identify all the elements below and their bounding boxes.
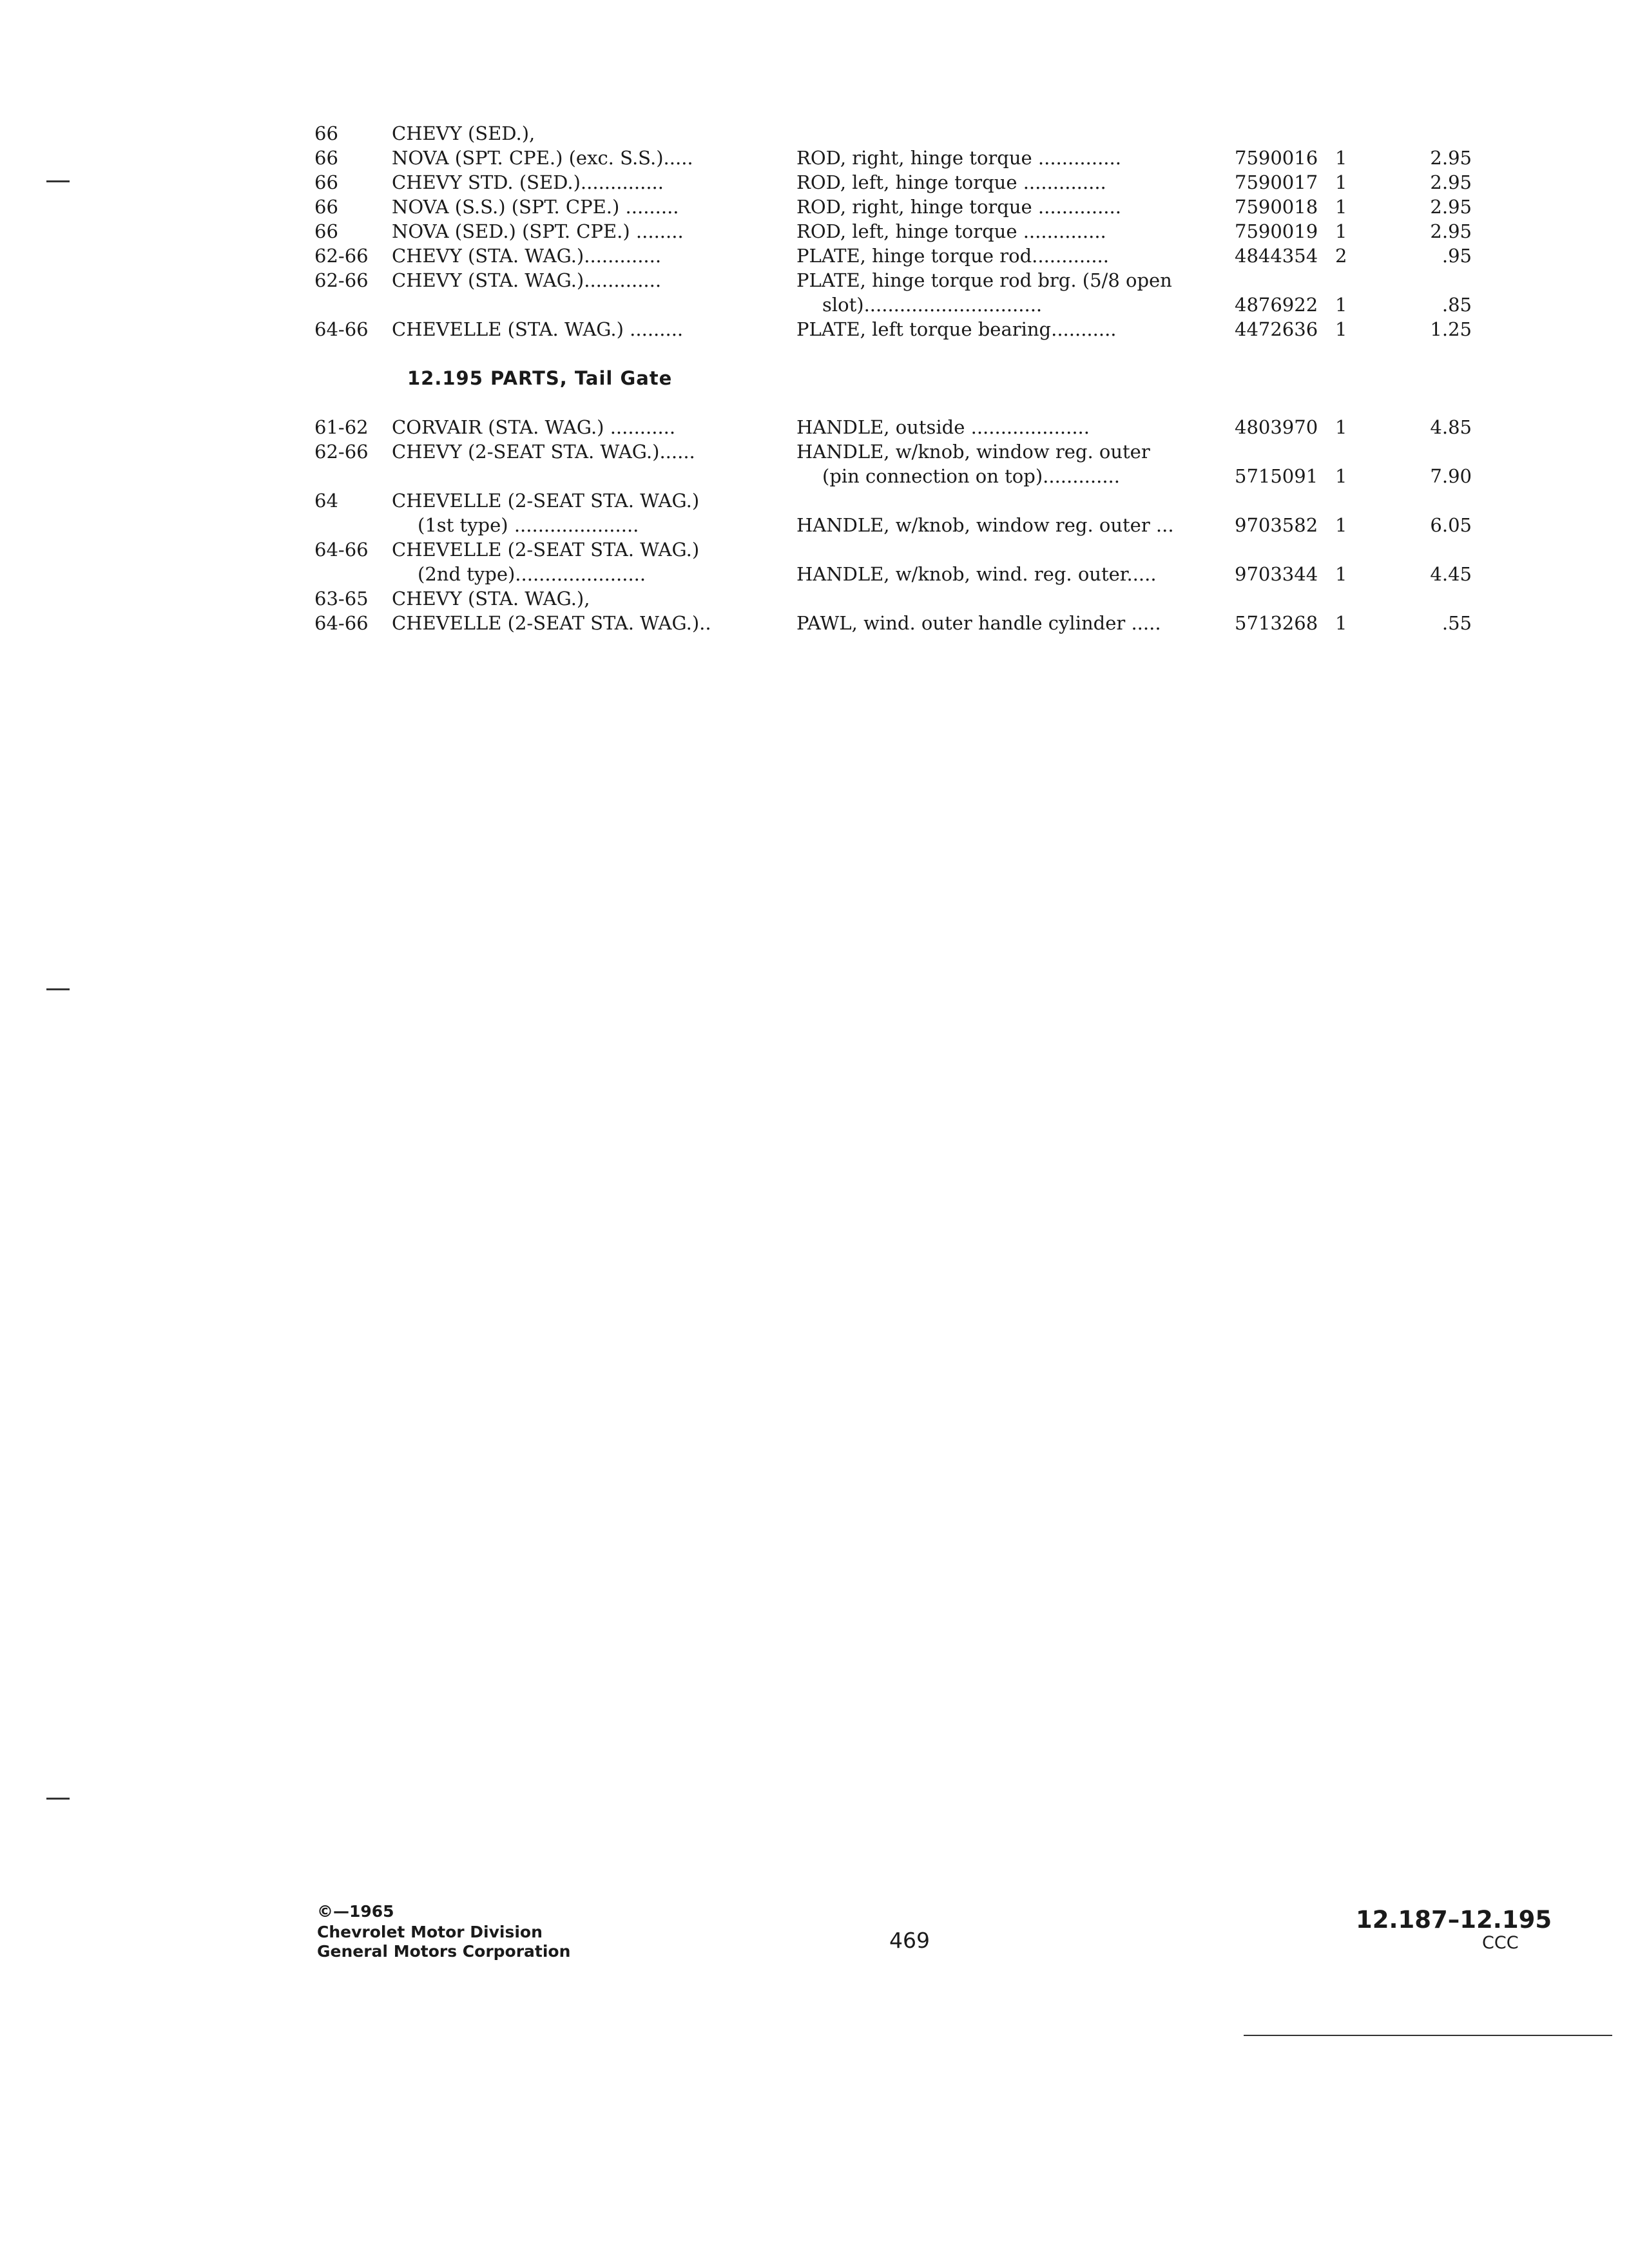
part-number-cell: 4876922 xyxy=(1235,294,1318,316)
year-cell: 64 xyxy=(314,490,338,512)
quantity-cell: 1 xyxy=(1335,294,1347,316)
quantity-cell: 2 xyxy=(1335,245,1347,267)
description-cell: PLATE, hinge torque rod............. xyxy=(796,245,1109,267)
year-cell: 64-66 xyxy=(314,318,369,340)
model-cell: (1st type) ..................... xyxy=(418,514,639,536)
table-row xyxy=(0,170,1629,195)
description-cell: ROD, left, hinge torque .............. xyxy=(796,171,1106,193)
catalog-code: CCC xyxy=(1482,1933,1519,1953)
part-number-cell: 7590019 xyxy=(1235,220,1318,242)
description-cell: HANDLE, w/knob, window reg. outer xyxy=(796,441,1150,463)
quantity-cell: 1 xyxy=(1335,563,1347,585)
page-number: 469 xyxy=(889,1928,930,1953)
price-cell: .85 xyxy=(1441,294,1472,316)
price-cell: 4.45 xyxy=(1430,563,1472,585)
margin-mark-1 xyxy=(46,180,70,182)
price-cell: .95 xyxy=(1441,245,1472,267)
table-row xyxy=(0,146,1629,170)
table-row xyxy=(0,244,1629,268)
parts-table xyxy=(0,121,1629,635)
table-row xyxy=(0,439,1629,464)
model-cell: CHEVELLE (STA. WAG.) ......... xyxy=(392,318,684,340)
price-cell: 4.85 xyxy=(1430,416,1472,438)
model-cell: CHEVELLE (2-SEAT STA. WAG.) xyxy=(392,490,700,512)
model-cell: CHEVY (STA. WAG.)............. xyxy=(392,269,662,291)
price-cell: 2.95 xyxy=(1430,147,1472,169)
table-row xyxy=(0,562,1629,586)
description-cell: HANDLE, outside .................... xyxy=(796,416,1090,438)
footer-copyright: ©—1965 xyxy=(317,1902,394,1921)
part-number-cell: 9703582 xyxy=(1235,514,1318,536)
part-number-cell: 9703344 xyxy=(1235,563,1318,585)
model-cell: CHEVY (2-SEAT STA. WAG.)...... xyxy=(392,441,695,463)
table-row xyxy=(0,488,1629,513)
footer-division: Chevrolet Motor Division xyxy=(317,1923,543,1941)
quantity-cell: 1 xyxy=(1335,220,1347,242)
table-row xyxy=(0,121,1629,146)
parts-table-lower xyxy=(0,415,1629,635)
table-row xyxy=(0,317,1629,341)
quantity-cell: 1 xyxy=(1335,416,1347,438)
part-number-cell: 4803970 xyxy=(1235,416,1318,438)
part-number-cell: 7590016 xyxy=(1235,147,1318,169)
quantity-cell: 1 xyxy=(1335,465,1347,487)
price-cell: 7.90 xyxy=(1430,465,1472,487)
price-cell: .55 xyxy=(1441,612,1472,634)
part-number-cell: 5713268 xyxy=(1235,612,1318,634)
year-cell: 64-66 xyxy=(314,612,369,634)
model-cell: NOVA (SED.) (SPT. CPE.) ........ xyxy=(392,220,684,242)
section-heading xyxy=(0,367,1629,392)
table-row xyxy=(0,537,1629,562)
table-row xyxy=(0,586,1629,611)
year-cell: 66 xyxy=(314,147,338,169)
part-number-cell: 4472636 xyxy=(1235,318,1318,340)
part-number-cell: 7590018 xyxy=(1235,196,1318,218)
model-cell: (2nd type)...................... xyxy=(418,563,646,585)
description-cell: PLATE, left torque bearing........... xyxy=(796,318,1117,340)
quantity-cell: 1 xyxy=(1335,612,1347,634)
price-cell: 1.25 xyxy=(1430,318,1472,340)
description-cell: ROD, left, hinge torque .............. xyxy=(796,220,1106,242)
year-cell: 62-66 xyxy=(314,269,369,291)
margin-mark-3 xyxy=(46,1798,70,1800)
quantity-cell: 1 xyxy=(1335,318,1347,340)
price-cell: 6.05 xyxy=(1430,514,1472,536)
quantity-cell: 1 xyxy=(1335,196,1347,218)
model-cell: CHEVY (SED.), xyxy=(392,122,535,144)
part-number-cell: 5715091 xyxy=(1235,465,1318,487)
year-cell: 66 xyxy=(314,220,338,242)
price-cell: 2.95 xyxy=(1430,196,1472,218)
section-range: 12.187–12.195 xyxy=(1356,1906,1552,1934)
bottom-rule xyxy=(1244,2035,1612,2036)
table-row xyxy=(0,268,1629,293)
table-row xyxy=(0,611,1629,635)
table-row xyxy=(0,293,1629,317)
footer-corporation: General Motors Corporation xyxy=(317,1942,571,1961)
description-cell: HANDLE, w/knob, window reg. outer ... xyxy=(796,514,1174,536)
table-row xyxy=(0,195,1629,219)
table-row xyxy=(0,415,1629,439)
description-cell: HANDLE, w/knob, wind. reg. outer..... xyxy=(796,563,1157,585)
year-cell: 61-62 xyxy=(314,416,369,438)
model-cell: NOVA (SPT. CPE.) (exc. S.S.)..... xyxy=(392,147,693,169)
part-number-cell: 4844354 xyxy=(1235,245,1318,267)
table-row xyxy=(0,513,1629,537)
model-cell: CHEVY (STA. WAG.), xyxy=(392,588,590,610)
year-cell: 66 xyxy=(314,171,338,193)
year-cell: 66 xyxy=(314,122,338,144)
description-cell: PLATE, hinge torque rod brg. (5/8 open xyxy=(796,269,1172,291)
quantity-cell: 1 xyxy=(1335,147,1347,169)
model-cell: CHEVELLE (2-SEAT STA. WAG.) xyxy=(392,539,700,561)
part-number-cell: 7590017 xyxy=(1235,171,1318,193)
year-cell: 62-66 xyxy=(314,441,369,463)
description-cell: ROD, right, hinge torque .............. xyxy=(796,196,1121,218)
description-cell: ROD, right, hinge torque .............. xyxy=(796,147,1121,169)
table-row xyxy=(0,464,1629,488)
description-cell: PAWL, wind. outer handle cylinder ..... xyxy=(796,612,1161,634)
year-cell: 64-66 xyxy=(314,539,369,561)
quantity-cell: 1 xyxy=(1335,171,1347,193)
section-title: 12.195 PARTS, Tail Gate xyxy=(407,367,673,389)
description-cell: (pin connection on top)............. xyxy=(822,465,1120,487)
quantity-cell: 1 xyxy=(1335,514,1347,536)
price-cell: 2.95 xyxy=(1430,171,1472,193)
model-cell: CHEVY (STA. WAG.)............. xyxy=(392,245,662,267)
model-cell: CHEVY STD. (SED.).............. xyxy=(392,171,664,193)
year-cell: 62-66 xyxy=(314,245,369,267)
table-row xyxy=(0,219,1629,244)
description-cell: slot).............................. xyxy=(822,294,1043,316)
parts-table-upper xyxy=(0,121,1629,341)
margin-mark-2 xyxy=(46,988,70,990)
price-cell: 2.95 xyxy=(1430,220,1472,242)
model-cell: CORVAIR (STA. WAG.) ........... xyxy=(392,416,676,438)
model-cell: NOVA (S.S.) (SPT. CPE.) ......... xyxy=(392,196,679,218)
year-cell: 63-65 xyxy=(314,588,369,610)
year-cell: 66 xyxy=(314,196,338,218)
model-cell: CHEVELLE (2-SEAT STA. WAG.).. xyxy=(392,612,711,634)
